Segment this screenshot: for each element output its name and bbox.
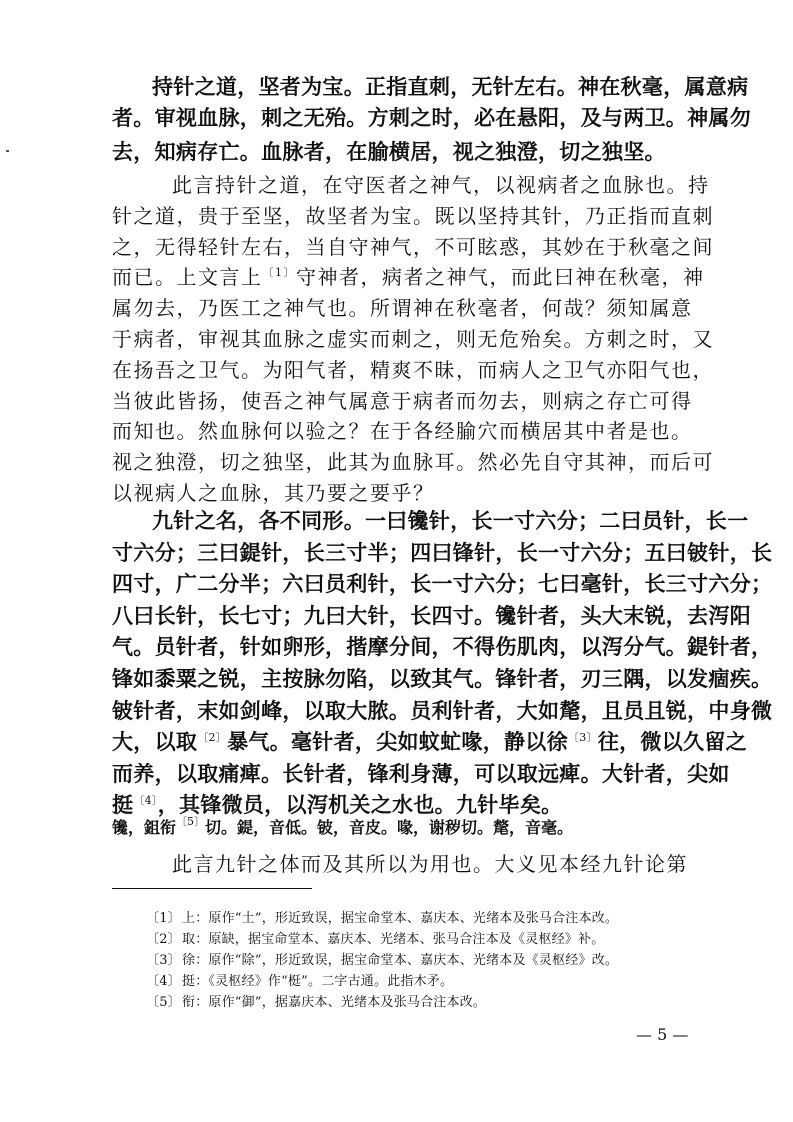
passage-2-line	[152, 510, 748, 531]
commentary-1-line	[112, 203, 714, 228]
text-run: 针之道，贵于至坚，故坚者为宝。既以坚持其针，乃正指而直刺	[112, 203, 714, 228]
passage-2-line	[112, 571, 773, 597]
text-run: 而养，以取痛痺。长针者，锋利身薄，可以取远痺。大针者，尖如	[112, 760, 730, 786]
passage-2-line	[112, 792, 563, 818]
passage-2-line	[112, 634, 773, 660]
passage-2-line	[112, 697, 773, 723]
footnote-text: 取：原缺，据宝命堂本、嘉庆本、光绪本、张马合注本及《灵枢经》补。	[182, 932, 605, 947]
footnote-text: 挺：《灵枢经》作“梃”。二字古通。此指木矛。	[182, 974, 454, 989]
footnote-item	[146, 975, 453, 988]
passage-2-line	[112, 668, 772, 689]
footnote-text: 上：原作“土”，形近致误，据宝命堂本、嘉庆本、光绪本及张马合注本改。	[182, 911, 619, 926]
passage-2-line	[112, 729, 747, 755]
commentary-1-line	[112, 296, 693, 321]
commentary-1-line	[112, 419, 693, 444]
text-run: 以视病人之血脉，其乃要之要乎？	[112, 481, 435, 505]
text-run: 挺	[112, 792, 134, 818]
footnote-divider	[112, 888, 312, 889]
text-run: 切。鍉，音低。铍，音皮。喙，谢秽切。氂，音毫。	[205, 818, 574, 837]
passage-2-line	[112, 539, 773, 565]
text-run: 于病者，审视其血脉之虚实而刺之，则无危殆矣。方刺之时，又	[112, 327, 714, 351]
text-run: 九针之名，各不同形。一曰镵针，长一寸六分；二曰员针，长一	[152, 508, 749, 533]
passage-2-line	[112, 602, 751, 628]
text-run: 而知也。然血脉何以验之？在于各经腧穴而横居其中者是也。	[112, 419, 693, 444]
footnote-marker: 〔2〕	[146, 932, 181, 947]
passage-2-line	[112, 760, 730, 786]
footnote-marker: 〔1〕	[146, 911, 181, 926]
footnote-item	[146, 996, 486, 1009]
footnote-text: 徐：原作“除”，形近致误，据宝命堂本、嘉庆本、光绪本及《灵枢经》改。	[182, 953, 619, 968]
footnote-marker: 〔4〕	[146, 974, 181, 989]
text-run: 大，以取	[112, 729, 198, 755]
text-run: 暴气。毫针者，尖如蚊虻喙，静以徐	[227, 729, 568, 755]
page-number: — 5 —	[636, 1025, 689, 1044]
footnote-marker: 〔5〕	[146, 995, 181, 1010]
footnote-text: 衔：原作“御”，据嘉庆本、光绪本及张马合注本改。	[182, 995, 487, 1010]
commentary-2-line: 此言九针之体而及其所以为用也。大义见本经九针论第	[172, 852, 688, 876]
text-run: ，其锋微员，以泻机关之水也。九针毕矣。	[157, 792, 563, 818]
text-run: 四寸，广二分半；六曰员利针，长一寸六分；七曰毫针，长三寸六分；	[112, 571, 773, 597]
text-run: 气。员针者，针如卵形，揩摩分间，不得伤肌肉，以泻分气。鍉针者，	[112, 634, 773, 660]
commentary-1-line	[112, 265, 705, 290]
commentary-1-line	[112, 450, 714, 475]
passage-1-line: 者。审视血脉，刺之无殆。方刺之时，必在悬阳，及与两卫。神属勿	[112, 105, 751, 130]
text-run: 锋如黍粟之锐，主按脉勿陷，以致其气。锋针者，刃三隅，以发痼疾。	[112, 666, 773, 691]
text-run: 属勿去，乃医工之神气也。所谓神在秋毫者，何哉？须知属意	[112, 296, 693, 321]
passage-1-line: 持针之道，坚者为宝。正指直刺，无针左右。神在秋毫，属意病	[152, 74, 749, 99]
commentary-1-line	[112, 357, 714, 382]
scan-speck	[6, 150, 9, 152]
text-run: 之，无得轻针左右，当自守神气，不可眩惑，其妙在于秋毫之间	[112, 234, 714, 259]
text-run: 镵，鉏衔	[112, 818, 177, 837]
text-run: 当彼此皆扬，使吾之神气属意于病者而勿去，则病之存亡可得	[112, 388, 693, 413]
footnote-ref: 〔2〕	[197, 731, 228, 745]
commentary-1-line	[112, 483, 435, 503]
text-run: 往，微以久留之	[597, 729, 747, 755]
footnote-item	[146, 933, 604, 946]
text-run: 视之独澄，切之独坚，此其为血脉耳。然必先自守其神，而后可	[112, 450, 714, 475]
text-run: 此言持针之道，在守医者之神气，以视病者之血脉也。持	[172, 173, 710, 197]
text-run: 寸六分；三曰鍉针，长三寸半；四曰锋针，长一寸六分；五曰铍针，长	[112, 539, 773, 565]
text-run: 八曰长针，长七寸；九曰大针，长四寸。镵针者，头大末锐，去泻阳	[112, 602, 751, 628]
text-run: 在扬吾之卫气。为阳气者，精爽不昧，而病人之卫气亦阳气也，	[112, 357, 714, 382]
pronunciation-note	[112, 815, 574, 837]
footnote-ref: 〔4〕	[133, 794, 158, 808]
footnote-ref: 〔3〕	[567, 731, 598, 745]
footnote-ref: 〔1〕	[262, 266, 296, 280]
commentary-1-line	[112, 329, 714, 349]
footnote-marker: 〔3〕	[146, 953, 181, 968]
footnote-ref: 〔5〕	[176, 815, 206, 828]
text-run: 守神者，病者之神气，而此曰神在秋毫，神	[296, 265, 705, 290]
footnote-item	[146, 912, 618, 925]
commentary-1-line	[172, 175, 710, 195]
footnote-item	[146, 954, 618, 967]
text-run: 铍针者，末如剑峰，以取大脓。员利针者，大如氂，且员且锐，中身微	[112, 697, 773, 723]
text-run: 而已。上文言上	[112, 265, 263, 290]
passage-1-line: 去，知病存亡。血脉者，在腧横居，视之独澄，切之独坚。	[112, 139, 666, 164]
commentary-1-line	[112, 388, 693, 413]
commentary-1-line	[112, 234, 714, 259]
